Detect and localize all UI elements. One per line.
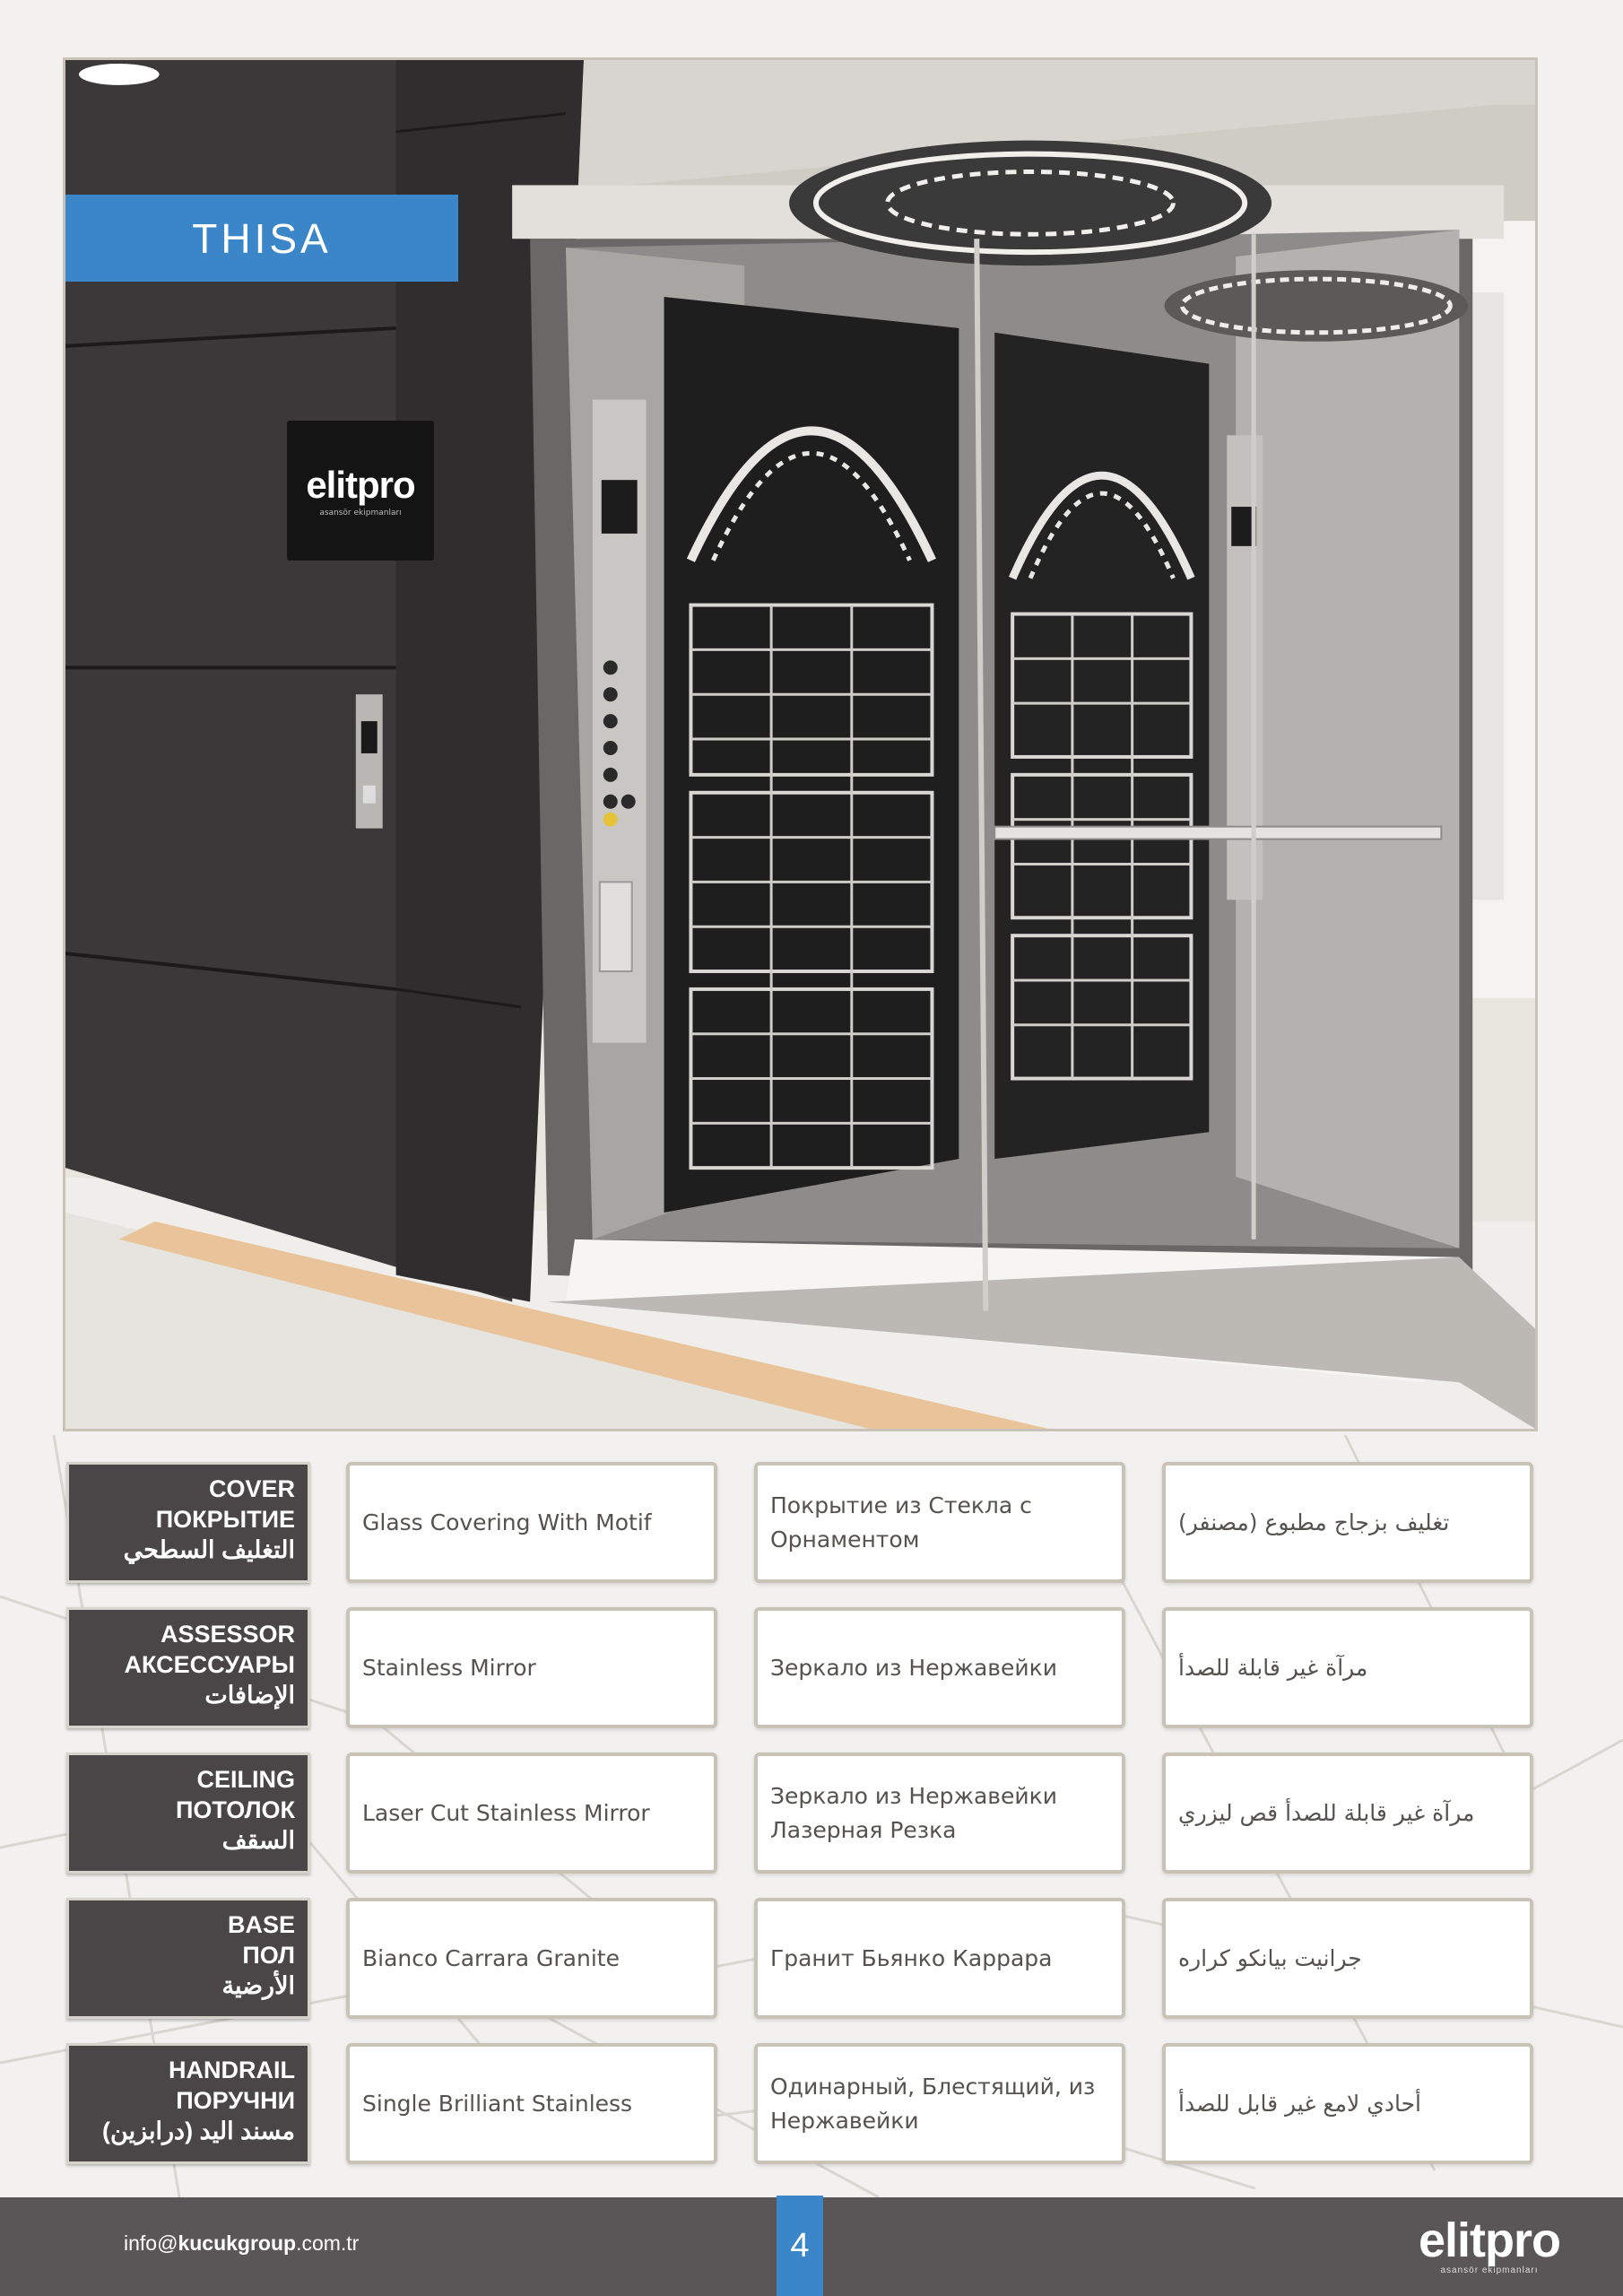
label-en: ASSESSOR [160,1621,295,1648]
spec-value-ru: Гранит Бьянко Каррара [754,1898,1125,2019]
brand-tagline: asansör ekipmanları [1440,2266,1539,2275]
label-ru: ПОКРЫТИЕ [155,1506,295,1533]
spec-value-ar: مرآة غير قابلة للصدأ [1162,1607,1533,1728]
spec-value-en: Laser Cut Stainless Mirror [346,1752,717,1874]
label-ar: السقف [221,1827,295,1854]
label-ar: الأرضية [221,1972,295,1999]
spec-value-en: Stainless Mirror [346,1607,717,1728]
brand-logo-text: elitpro [1418,2213,1560,2267]
contact-email-link[interactable] [124,2231,359,2256]
spec-value-ar: أحادي لامع غير قابل للصدأ [1162,2043,1533,2164]
spec-label [66,1607,310,1728]
elevator-cabin-image [63,57,1538,1431]
sign-subtitle: asansör ekipmanları [319,509,402,517]
page-number: 4 [777,2196,823,2296]
label-ar: الإضافات [204,1682,295,1709]
spec-value-ru: Покрытие из Стекла с Орнаментом [754,1462,1125,1583]
label-ru: ПОТОЛОК [176,1796,295,1823]
spec-value-en: Single Brilliant Stainless [346,2043,717,2164]
spec-value-ar: جرانيت بيانكو كراره [1162,1898,1533,2019]
label-en: HANDRAIL [169,2057,295,2083]
spec-row-assessor [66,1607,1537,1728]
spec-row-base [66,1898,1537,2019]
footer-brand-logo [1419,2215,1560,2275]
sign-logo-text: elitpro [306,464,415,506]
wall-logo-sign [287,421,434,561]
spec-label [66,1898,310,2019]
spec-value-ru: Зеркало из Нержавейки Лазерная Резка [754,1752,1125,1874]
spec-row-ceiling [66,1752,1537,1874]
label-en: BASE [227,1911,295,1938]
label-en: CEILING [196,1766,295,1793]
spec-value-ru: Одинарный, Блестящий, из Нержавейки [754,2043,1125,2164]
model-name-tag: THISA [65,195,458,282]
email-suffix: .com.tr [296,2231,360,2255]
spec-value-en: Glass Covering With Motif [346,1462,717,1583]
spec-value-en: Bianco Carrara Granite [346,1898,717,2019]
email-domain: kucukgroup [178,2231,297,2255]
spec-row-handrail [66,2043,1537,2164]
spec-label [66,1752,310,1874]
email-prefix: info@ [124,2231,178,2255]
spec-value-ar: تغليف بزجاج مطبوع (مصنفر) [1162,1462,1533,1583]
spec-label [66,2043,310,2164]
label-ar: مسند اليد (درابزين) [102,2118,295,2144]
label-ar: التغليف السطحي [123,1536,295,1563]
spec-value-ru: Зеркало из Нержавейки [754,1607,1125,1728]
spec-row-cover [66,1462,1537,1583]
spec-label [66,1462,310,1583]
label-ru: АКСЕССУАРЫ [124,1651,295,1678]
label-en: COVER [208,1475,295,1502]
spec-value-ar: مرآة غير قابلة للصدأ قص ليزري [1162,1752,1533,1874]
label-ru: ПОРУЧНИ [176,2087,295,2114]
label-ru: ПОЛ [242,1942,295,1969]
